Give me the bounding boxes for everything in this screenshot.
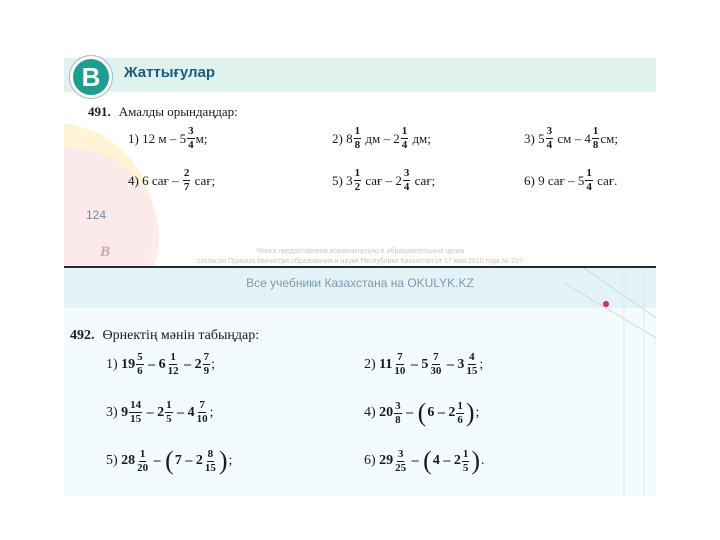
ex491-heading xyxy=(88,104,238,120)
ex491-item-1: 1) 12 м – 5 $\frac{3}{4}$ м; xyxy=(128,125,208,151)
fraction: $\frac{1}{6}$ xyxy=(457,399,463,426)
exercise-number: 491. xyxy=(88,104,111,119)
ex492-item-4: 4) 20 $\frac{3}{8}$ – ( 6 – 2 $\frac{1}{6}$ ) ; xyxy=(364,398,480,427)
page-number: 124 xyxy=(86,208,107,222)
ex492-item-3: 3) 9 $\frac{14}{15}$ – 2 $\frac{1}{5}$ – 4 $\frac{7}{10}$ ; xyxy=(106,399,214,425)
fraction: $\frac{8}{15}$ xyxy=(204,447,216,474)
fraction: $\frac{1}{4}$ xyxy=(401,125,408,151)
ex491-item-4: 4) 6 сағ – $\frac{2}{7}$ сағ; xyxy=(128,167,216,193)
fraction: $\frac{7}{9}$ xyxy=(203,351,210,377)
ex491-item-2: 2) 8 $\frac{1}{8}$ дм – 2 $\frac{1}{4}$ дм; xyxy=(332,125,431,151)
top-page xyxy=(64,48,656,266)
fraction: $\frac{3}{4}$ xyxy=(403,167,410,193)
fraction: $\frac{1}{20}$ xyxy=(137,447,149,474)
fraction: $\frac{1}{2}$ xyxy=(354,167,361,193)
pink-dot xyxy=(603,301,609,307)
section-title: Жаттығулар xyxy=(124,64,216,81)
watermark-banner: Все учебники Казахстана на OKULYK.KZ xyxy=(246,276,474,290)
ex492-heading xyxy=(70,328,259,344)
fraction: $\frac{1}{4}$ xyxy=(586,167,592,193)
section-badge xyxy=(70,56,112,98)
ex491-item-6: 6) 9 сағ – 5 $\frac{1}{4}$ сағ. xyxy=(524,167,618,193)
fraction: $\frac{3}{4}$ xyxy=(188,125,194,151)
watermark-line-2: согласно Приказа Министра образования и науки Республики Казахстан от 17 мая 2010 года № 217 xyxy=(197,258,523,265)
ex492-item-2: 2) 11 $\frac{7}{10}$ – 5 $\frac{7}{30}$ – 3 $\frac{4}{15}$ ; xyxy=(364,351,484,377)
fraction: $\frac{7}{10}$ xyxy=(394,351,406,377)
ex491-item-3: 3) 5 $\frac{3}{4}$ см – 4 $\frac{1}{8}$ см; xyxy=(524,125,618,151)
fraction: $\frac{7}{10}$ xyxy=(196,399,208,425)
fraction: $\frac{2}{7}$ xyxy=(183,167,190,193)
ex491-item-5: 5) 3 $\frac{1}{2}$ сағ – 2 $\frac{3}{4}$ сағ; xyxy=(332,167,436,193)
page-letter: B xyxy=(100,244,111,260)
fraction: $\frac{1}{8}$ xyxy=(354,125,361,151)
fraction: $\frac{1}{5}$ xyxy=(166,399,172,425)
watermark-line-1: *Книга предоставлена исключительно в образовательных целях xyxy=(255,248,465,255)
ex492-item-6: 6) 29 $\frac{3}{25}$ – ( 4 – 2 $\frac{1}{5}$ ) . xyxy=(364,446,485,475)
fraction: $\frac{3}{8}$ xyxy=(395,399,401,426)
fraction: $\frac{1}{12}$ xyxy=(167,351,179,377)
ex492-item-1: 1) 19 $\frac{5}{6}$ – 6 $\frac{1}{12}$ – 2 $\frac{7}{9}$ ; xyxy=(106,351,216,377)
fraction: $\frac{3}{4}$ xyxy=(546,125,553,151)
fraction: $\frac{7}{30}$ xyxy=(430,351,442,377)
exercise-text: Амалды орындаңдар: xyxy=(118,104,238,119)
exercise-number: 492. xyxy=(70,328,95,343)
badge-letter: B xyxy=(81,61,101,92)
exercise-text: Өрнектің мәнін табыңдар: xyxy=(102,328,260,343)
fraction: $\frac{4}{15}$ xyxy=(466,351,478,377)
bottom-page xyxy=(64,268,656,496)
fraction: $\frac{1}{8}$ xyxy=(592,125,599,151)
fraction: $\frac{5}{6}$ xyxy=(137,351,143,377)
fraction: $\frac{14}{15}$ xyxy=(130,399,142,425)
fraction: $\frac{1}{5}$ xyxy=(462,447,469,474)
fraction: $\frac{3}{25}$ xyxy=(395,447,407,474)
ex492-item-5: 5) 28 $\frac{1}{20}$ – ( 7 – 2 $\frac{8}{15}$ ) ; xyxy=(106,446,233,475)
